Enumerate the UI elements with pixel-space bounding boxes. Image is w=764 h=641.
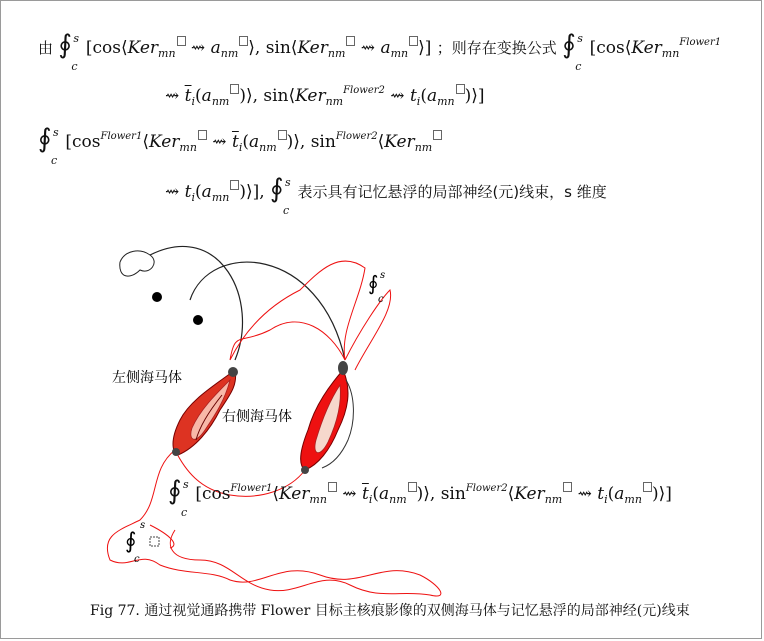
contour-integral-symbol: ∮ s c — [58, 30, 80, 73]
left-hippocampus-label: 左侧海马体 — [112, 370, 182, 386]
formula-line-3: ∮ s c [$\cos^{Flower1}⟨Ker_{mn}$ ⇝ $\overline{t}_i(a_{nm}$ )⟩, $\sin^{Flower2}⟨Ker_{nm}$ — [38, 126, 442, 159]
contour-integral-symbol: ∮ s c — [562, 30, 583, 73]
formula-connector: ；则存在变换公式 — [436, 39, 557, 57]
svg-text:s: s — [140, 520, 146, 531]
formula-description: 表示具有记忆悬浮的局部神经(元)线束，s 维度 — [297, 183, 607, 201]
contour-integral-symbol: ∮ s c — [168, 476, 189, 519]
formula-prefix: 由 — [38, 39, 54, 57]
svg-text:s: s — [380, 270, 386, 281]
formula-line-4: ⇝ $t_i(a_{mn}$ )⟩], ∮ s c 表示具有记忆悬浮的局部神经(元)线束，s 维度 — [165, 174, 607, 217]
formula-line-1: 由 ∮ s c [cos⟨Ker$_{mn}$ ⇝ $a_{nm}$ ⟩, sin⟨Ker$_{nm}$ ⇝ $a_{mn}$ ⟩] ；则存在变换公式 ∮ s c [cos⟨Ker$_{mn}^{Flower1}$ — [38, 30, 722, 73]
svg-text:∮: ∮ — [368, 271, 379, 295]
contour-integral-symbol: ∮ s c — [38, 124, 59, 167]
figure-caption: Fig 77. 通过视觉通路携带 Flower 目标主核痕影像的双侧海马体与记忆悬浮的局部神经(元)线束 — [90, 603, 690, 619]
right-hippocampus-label: 右侧海马体 — [222, 409, 292, 425]
contour-integral-symbol: ∮ s c — [270, 174, 291, 217]
svg-text:∮: ∮ — [125, 529, 137, 554]
formula-line-2: ⇝ $\overline{t}_i(a_{nm}$ )⟩, sin⟨Ker$_{nm}^{Flower2}$ ⇝ $t_i(a_{mn}$ )⟩] — [165, 85, 485, 108]
figure-formula: ∮ s c [$\cos^{Flower1}⟨Ker_{mn}$ ⇝ $\overline{t}_i(a_{nm}$ )⟩, $\sin^{Flower2}⟨Ker_{nm}$ ⇝ $t_i(a_{mn}$ )⟩] — [168, 476, 672, 519]
svg-text:c: c — [378, 294, 384, 305]
svg-text:c: c — [134, 554, 140, 565]
